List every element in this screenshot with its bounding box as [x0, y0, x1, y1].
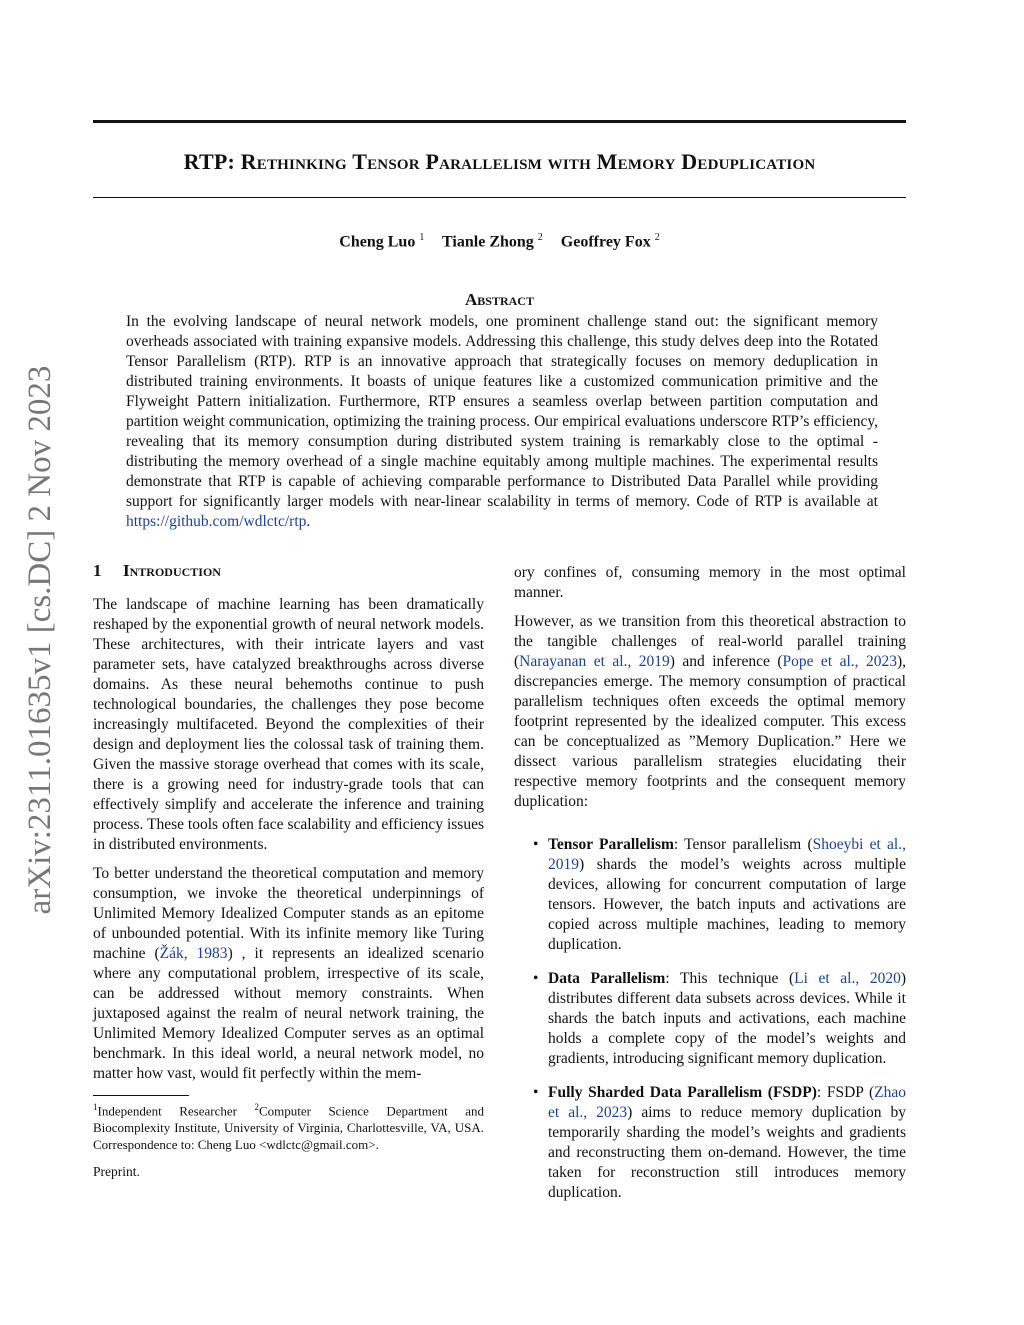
list-item-text: : This technique (	[665, 970, 795, 987]
author-name: Tianle Zhong	[442, 233, 534, 251]
paragraph-text: ), discrepancies emerge. The memory consumption of practical parallelism techniques often exceeds the optimal memory footprint represented by the idealized computer. This excess can be conceptualized as ”Memory Duplication.” Here we dissect various parallelism strategies elucidating their respective memory footprints and the consequent memory duplication:	[514, 653, 907, 810]
footnote-text: Computer Science Department and Biocomplexity Institute, University of Virginia, Charlottesville, VA, USA. Correspondence to: Cheng Luo <wdlctc@gmail.com>.	[93, 1103, 484, 1153]
list-item	[514, 1083, 906, 1203]
footnote	[93, 1099, 484, 1153]
paragraph-text: ) and inference (	[669, 653, 783, 670]
arxiv-identifier: arXiv:2311.01635v1 [cs.DC] 2 Nov 2023	[22, 365, 58, 915]
title-top-rule	[93, 120, 906, 123]
section-heading-introduction	[93, 561, 221, 581]
paragraph-text: The landscape of machine learning has been dramatically reshaped by the exponential growth of neural network models. These architectures, with their intricate layers and vast parameter sets, have catalyzed breakthroughs across diverse domains. As these neural behemoths continue to push technological boundaries, the challenges they pose become increasingly multifaceted. Beyond the complexities of their design and deployment lies the colossal task of training them. Given the massive storage overhead that comes with its scale, there is a growing need for industry-grade tools that can effectively simplify and accelerate the inference and training process. These tools often face scalability and efficiency issues in distributed environments.	[93, 596, 484, 853]
paragraph-text: To better understand the theoretical computation and memory consumption, we invoke the theoretical underpinnings of Unlimited Memory Idealized Computer stands as an epitome of unbounded potential. With its infinite memory like Turing machine (	[93, 865, 484, 962]
list-item-text: ) aims to reduce memory duplication by temporarily sharding the model’s weights and gradients and reconstructing them on-demand. However, the time taken for reconstruction still introduces memory duplication.	[548, 1104, 906, 1201]
author-name: Cheng Luo	[339, 233, 416, 251]
footnote-mark: 1	[93, 1102, 98, 1112]
bullet-icon: •	[533, 1084, 539, 1101]
list-item-term: Fully Sharded Data Parallelism (FSDP)	[548, 1084, 817, 1101]
list-item-text: : FSDP (	[816, 1084, 875, 1101]
list-item-term: Data Parallelism	[548, 970, 666, 987]
footnote-mark: 2	[254, 1102, 259, 1112]
abstract-heading: Abstract	[465, 290, 534, 309]
abstract-period: .	[306, 513, 311, 530]
abstract-body	[126, 312, 878, 532]
list-item-text: : Tensor parallelism (	[673, 836, 813, 853]
intro-paragraph-1	[93, 595, 484, 855]
author-list	[93, 232, 906, 251]
title-bottom-rule	[93, 197, 906, 198]
list-item	[514, 969, 906, 1069]
list-item-term: Tensor Parallelism	[548, 836, 674, 853]
abstract-text: In the evolving landscape of neural network models, one prominent challenge stand out: the significant memory overheads associated with training expansive models. Addressing this challenge, this study delves deep into the Rotated Tensor Parallelism (RTP). RTP is an innovative approach that strategically focuses on memory deduplication in distributed training environments. It boasts of unique features like a customized communication primitive and the Flyweight Pattern initialization. Furthermore, RTP ensures a seamless overlap between partition computation and partition weight communication, optimizing the training process. Our empirical evaluations underscore RTP’s efficiency, revealing that its memory consumption during distributed system training is remarkably close to the optimal - distributing the memory overhead of a single machine equitably among multiple machines. The experimental results demonstrate that RTP is capable of achieving comparable performance to Distributed Data Parallel while providing support for significantly larger models with near-linear scalability in terms of memory. Code of RTP is available at	[126, 313, 878, 510]
list-item-text: ) distributes different data subsets across devices. While it shards the batch inputs and activations, each machine holds a complete copy of the model’s weights and gradients, introducing significant memory duplication.	[548, 970, 906, 1067]
citation-link[interactable]: Žák, 1983	[159, 945, 228, 962]
list-item	[514, 835, 906, 955]
citation-link[interactable]: Shoeybi et al., 2019	[548, 836, 906, 873]
citation-link[interactable]: Li et al., 2020	[794, 970, 901, 987]
code-link[interactable]: https://github.com/wdlctc/rtp	[126, 513, 307, 530]
section-title: Introduction	[123, 561, 221, 580]
author-affiliation-mark: 1	[419, 232, 425, 243]
citation-link[interactable]: Narayanan et al., 2019	[519, 653, 670, 670]
bullet-icon: •	[533, 970, 539, 987]
intro-paragraph-4	[514, 612, 906, 812]
intro-paragraph-2	[93, 864, 484, 1084]
footnote-text: Independent Researcher	[97, 1103, 255, 1119]
parallelism-list	[514, 835, 906, 1217]
author-name: Geoffrey Fox	[560, 233, 651, 251]
intro-paragraph-3	[514, 563, 906, 603]
paragraph-text: ) , it represents an idealized scenario where any computational problem, irrespective of its scale, can be addressed without memory constraints. When juxtaposed against the realm of neural network training, the Unlimited Memory Idealized Computer serves as an optimal benchmark. In this ideal world, a neural network model, no matter how vast, would fit perfectly within the mem-	[93, 945, 484, 1082]
paragraph-text: However, as we transition from this theoretical abstraction to the tangible challenges of real-world parallel training (	[514, 613, 906, 670]
section-number: 1	[93, 561, 102, 580]
footnote-rule	[93, 1095, 189, 1096]
citation-link[interactable]: Zhao et al., 2023	[548, 1084, 906, 1121]
preprint-label: Preprint.	[93, 1164, 140, 1179]
author-affiliation-mark: 2	[654, 232, 660, 243]
citation-link[interactable]: Pope et al., 2023	[782, 653, 897, 670]
list-item-text: ) shards the model’s weights across multiple devices, allowing for concurrent computation of large tensors. However, the batch inputs and activations are copied across multiple machines, leading to memory duplication.	[548, 856, 906, 953]
paper-title: RTP: Rethinking Tensor Parallelism with Memory Deduplication	[183, 149, 816, 174]
paragraph-text: ory confines of, consuming memory in the most optimal manner.	[514, 564, 906, 601]
bullet-icon: •	[533, 836, 539, 853]
author-affiliation-mark: 2	[537, 232, 543, 243]
